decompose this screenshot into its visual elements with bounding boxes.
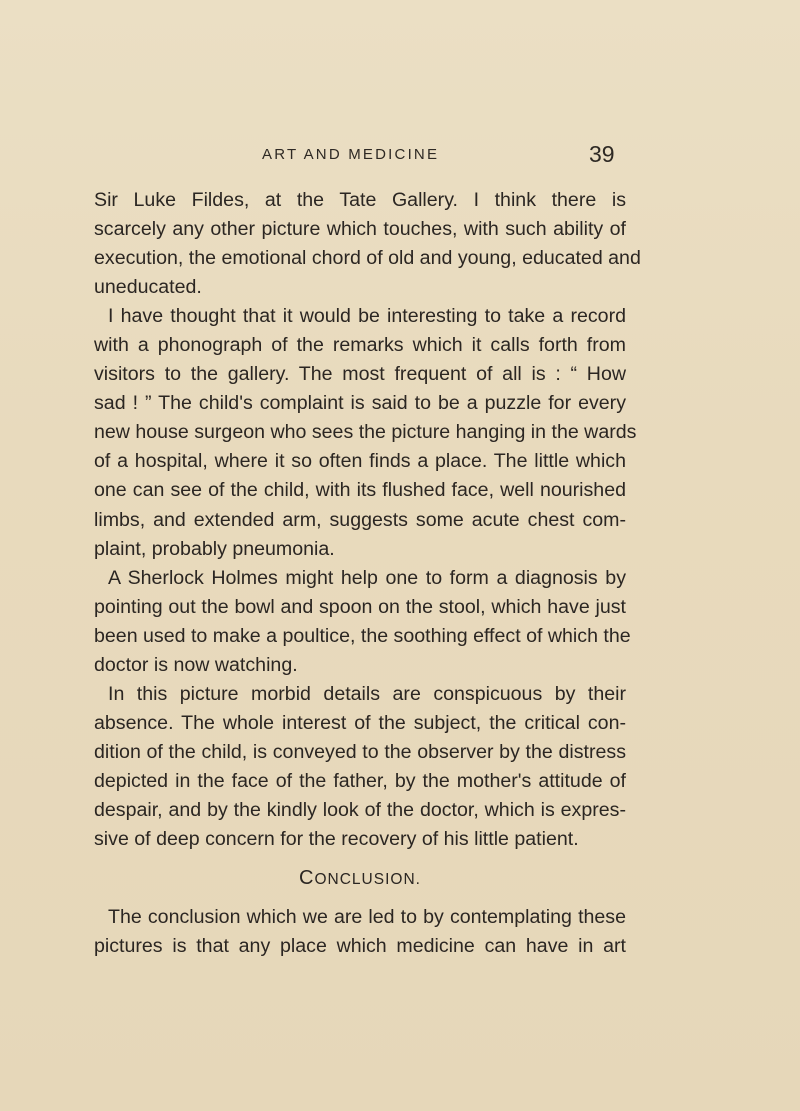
text-line: been used to make a poultice, the soothing effect of which the: [94, 624, 631, 647]
text-line: depicted in the face of the father, by the mother's attitude of: [94, 769, 626, 792]
text-line: plaint, probably pneumonia.: [94, 537, 335, 560]
running-head: ART AND MEDICINE: [262, 146, 440, 163]
text-line: doctor is now watching.: [94, 653, 298, 676]
text-line: A Sherlock Holmes might help one to form a diagnosis by: [108, 566, 626, 589]
text-line: uneducated.: [94, 276, 202, 299]
text-line: despair, and by the kindly look of the doctor, which is expres-: [94, 798, 626, 821]
paragraph-2: [94, 302, 637, 563]
text-line: visitors to the gallery. The most frequent of all is : “ How: [94, 363, 626, 386]
text-line: limbs, and extended arm, suggests some acute chest com-: [94, 508, 626, 531]
text-line: absence. The whole interest of the subject, the critical con-: [94, 711, 626, 734]
text-line: with a phonograph of the remarks which it calls forth from: [94, 334, 626, 357]
text-line: new house surgeon who sees the picture hanging in the wards: [94, 421, 637, 444]
text-line: pictures is that any place which medicine can have in art: [94, 935, 626, 958]
text-line: sive of deep concern for the recovery of his little patient.: [94, 828, 579, 851]
section-heading-initial: C: [299, 867, 315, 890]
paragraph-3: [94, 564, 631, 680]
text-line: Sir Luke Fildes, at the Tate Gallery. I think there is: [94, 189, 626, 211]
text-line: scarcely any other picture which touches, with such ability of: [94, 218, 626, 241]
text-line: sad ! ” The child's complaint is said to be a puzzle for every: [94, 392, 626, 415]
text-line: In this picture morbid details are conspicuous by their: [108, 682, 626, 705]
section-heading-rest: ONCLUSION.: [314, 871, 421, 889]
text-line: of a hospital, where it so often finds a place. The little which: [94, 450, 626, 473]
paragraph-1: [94, 186, 641, 302]
body-text: [94, 186, 641, 961]
text-line: The conclusion which we are led to by contemplating these: [108, 906, 626, 929]
text-line: execution, the emotional chord of old and young, educated and: [94, 247, 641, 270]
text-line: dition of the child, is conveyed to the observer by the distress: [94, 740, 626, 763]
paragraph-4: [94, 680, 626, 854]
page-number: 39: [589, 141, 615, 167]
text-line: pointing out the bowl and spoon on the stool, which have just: [94, 595, 626, 618]
section-heading: [94, 864, 626, 894]
text-line: I have thought that it would be interesting to take a record: [108, 305, 626, 328]
paragraph-5: [94, 903, 626, 961]
text-line: one can see of the child, with its flushed face, well nourished: [94, 479, 626, 502]
